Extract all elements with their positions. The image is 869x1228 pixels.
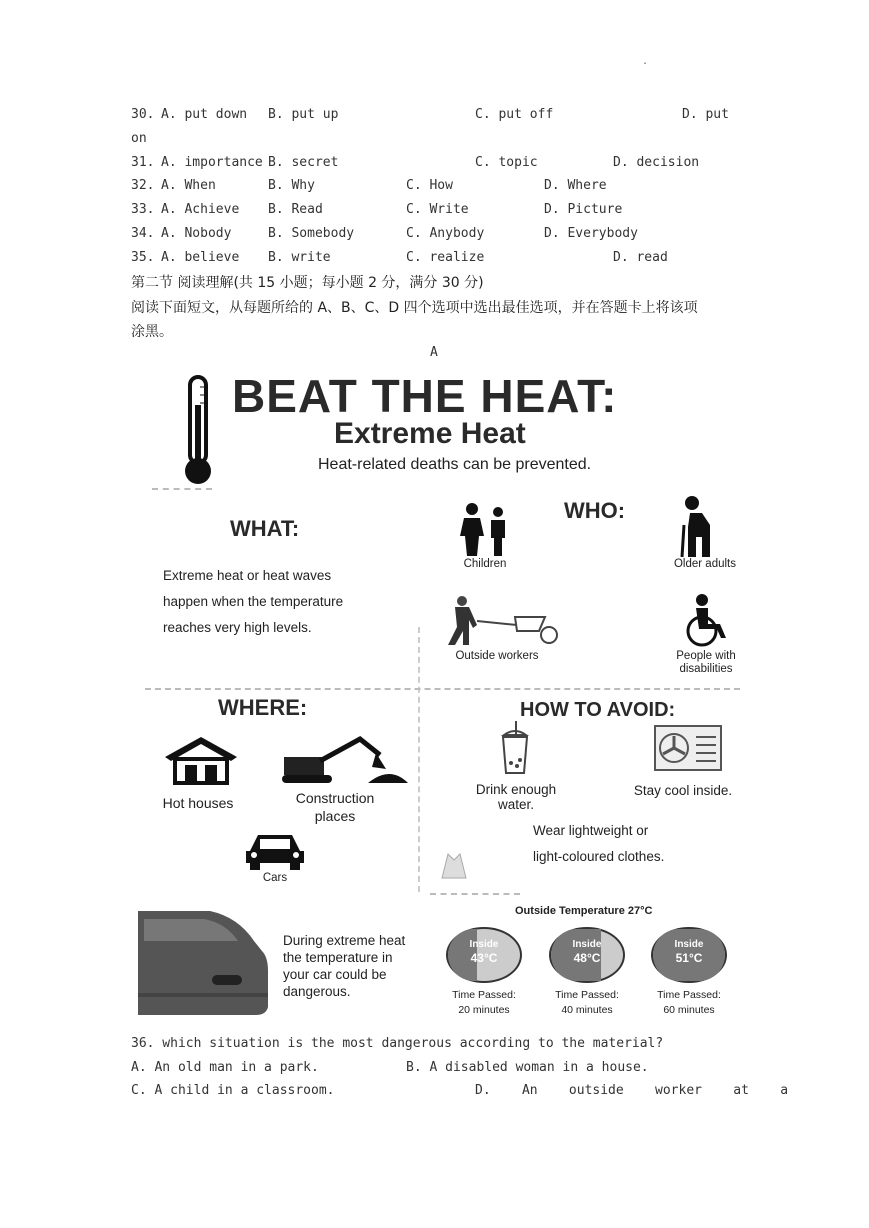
drink-cup-icon: [500, 721, 530, 777]
disabilities-label-line2: disabilities: [679, 663, 733, 675]
q32-option-b: B. Why: [268, 178, 315, 193]
hot-houses-label: Hot houses: [162, 795, 234, 811]
gauge-minutes: 20 minutes: [458, 1004, 510, 1016]
q35-option-b: B. write: [268, 250, 331, 265]
section-heading: 第二节 阅读理解(共 15 小题；每小题 2 分，满分 30 分): [131, 275, 484, 291]
horizontal-divider: [145, 688, 740, 690]
section-instruction-line1: 阅读下面短文，从每题所给的 A、B、C、D 四个选项中选出最佳选项，并在答题卡上将该项: [131, 300, 698, 316]
q33-option-b: B. Read: [268, 202, 323, 217]
temperature-gauge-20min: [446, 927, 522, 1017]
gauge-temperature: 51°C: [675, 951, 703, 965]
temperature-gauge-40min: [549, 927, 625, 1017]
q34-option-a: A. Nobody: [161, 226, 232, 241]
q30-option-b: B. put up: [268, 107, 339, 122]
q31-number: 31.: [131, 155, 155, 170]
q32-option-d: D. Where: [544, 178, 607, 193]
q36-option-c: C. A child in a classroom.: [131, 1083, 335, 1098]
q34-option-c: C. Anybody: [406, 226, 485, 241]
temperature-gauge-60min: [651, 927, 727, 1017]
car-warning-line4: dangerous.: [283, 984, 351, 999]
gauge-inside-label: Inside: [572, 939, 602, 950]
q35-number: 35.: [131, 250, 155, 265]
q31-option-c: C. topic: [475, 155, 538, 170]
q31-option-a: A. importance: [161, 155, 263, 170]
q30-option-d: D. put: [682, 107, 729, 122]
excavator-icon: [280, 735, 408, 785]
outside-temperature-label: Outside Temperature 27°C: [515, 905, 653, 917]
q33-option-a: A. Achieve: [161, 202, 240, 217]
q34-option-b: B. Somebody: [268, 226, 355, 241]
clothes-icon: [440, 850, 474, 880]
car-warning-line1: During extreme heat: [283, 933, 406, 948]
divider: [152, 488, 212, 490]
q34-number: 34.: [131, 226, 155, 241]
q32-number: 32.: [131, 178, 155, 193]
clothes-line1: Wear lightweight or: [533, 823, 649, 838]
children-icon: [455, 502, 515, 558]
q34-option-d: D. Everybody: [544, 226, 638, 241]
q33-option-c: C. Write: [406, 202, 469, 217]
construction-label-line2: places: [314, 808, 356, 824]
q36-option-b: B. A disabled woman in a house.: [406, 1060, 649, 1075]
q32-option-c: C. How: [406, 178, 453, 193]
older-adults-label: Older adults: [673, 558, 736, 570]
q36-stem: 36. which situation is the most dangerous according to the material?: [131, 1036, 664, 1051]
gauge-time-passed-label: Time Passed:: [555, 989, 619, 1001]
q36-option-a: A. An old man in a park.: [131, 1060, 319, 1075]
section-instruction-line2: 涂黑。: [131, 324, 173, 340]
q33-number: 33.: [131, 202, 155, 217]
who-heading: WHO:: [564, 498, 626, 523]
gauge-time-passed-label: Time Passed:: [657, 989, 721, 1001]
infographic-subtitle: Extreme Heat: [334, 417, 526, 450]
air-conditioner-icon: [654, 725, 722, 771]
q30-option-a: A. put down: [161, 107, 248, 122]
q31-option-b: B. secret: [268, 155, 339, 170]
what-text-line3: reaches very high levels.: [163, 620, 312, 635]
car-icon: [244, 831, 306, 871]
q33-option-d: D. Picture: [544, 202, 623, 217]
how-to-avoid-heading: HOW TO AVOID:: [520, 699, 676, 721]
what-text-line1: Extreme heat or heat waves: [163, 568, 332, 583]
passage-label: A: [430, 345, 438, 360]
gauge-minutes: 60 minutes: [663, 1004, 715, 1016]
gauge-minutes: 40 minutes: [561, 1004, 613, 1016]
q36-option-d: D. An outside worker at a: [475, 1083, 789, 1098]
construction-label-line1: Construction: [295, 790, 375, 806]
thermometer-icon: [180, 375, 216, 487]
outside-workers-label: Outside workers: [455, 650, 539, 662]
q32-option-a: A. When: [161, 178, 216, 193]
gauge-temperature: 43°C: [470, 951, 498, 965]
q30-option-c: C. put off: [475, 107, 554, 122]
house-icon: [163, 735, 239, 785]
where-heading: WHERE:: [218, 695, 308, 720]
infographic-tagline: Heat-related deaths can be prevented.: [318, 456, 592, 473]
outside-worker-icon: [437, 595, 561, 649]
divider: [430, 893, 520, 895]
disabilities-label-line1: People with: [676, 650, 736, 662]
q35-option-a: A. believe: [161, 250, 240, 265]
infographic-title: BEAT THE HEAT:: [232, 370, 618, 422]
q30-number: 30.: [131, 107, 155, 122]
what-heading: WHAT:: [230, 516, 300, 541]
beat-the-heat-infographic: [130, 365, 750, 1027]
children-label: Children: [463, 558, 507, 570]
gauge-temperature: 48°C: [573, 951, 601, 965]
cars-label: Cars: [262, 872, 288, 884]
q30-option-d-continued: on: [131, 131, 147, 146]
q35-option-c: C. realize: [406, 250, 485, 265]
car-warning-line3: your car could be: [283, 967, 387, 982]
car-side-icon: [138, 907, 268, 1017]
gauge-time-passed-label: Time Passed:: [452, 989, 516, 1001]
gauge-inside-label: Inside: [469, 939, 499, 950]
page-dot: .: [642, 56, 649, 67]
q31-option-d: D. decision: [613, 155, 700, 170]
drink-water-label: Drink enough water.: [475, 782, 557, 812]
vertical-divider: [418, 627, 420, 892]
stay-cool-label: Stay cool inside.: [633, 783, 733, 798]
car-warning-line2: the temperature in: [283, 950, 393, 965]
gauge-inside-label: Inside: [674, 939, 704, 950]
what-text-line2: happen when the temperature: [163, 594, 344, 609]
older-adult-icon: [678, 495, 726, 559]
clothes-line2: light-coloured clothes.: [533, 849, 665, 864]
wheelchair-icon: [678, 593, 734, 647]
q35-option-d: D. read: [613, 250, 668, 265]
